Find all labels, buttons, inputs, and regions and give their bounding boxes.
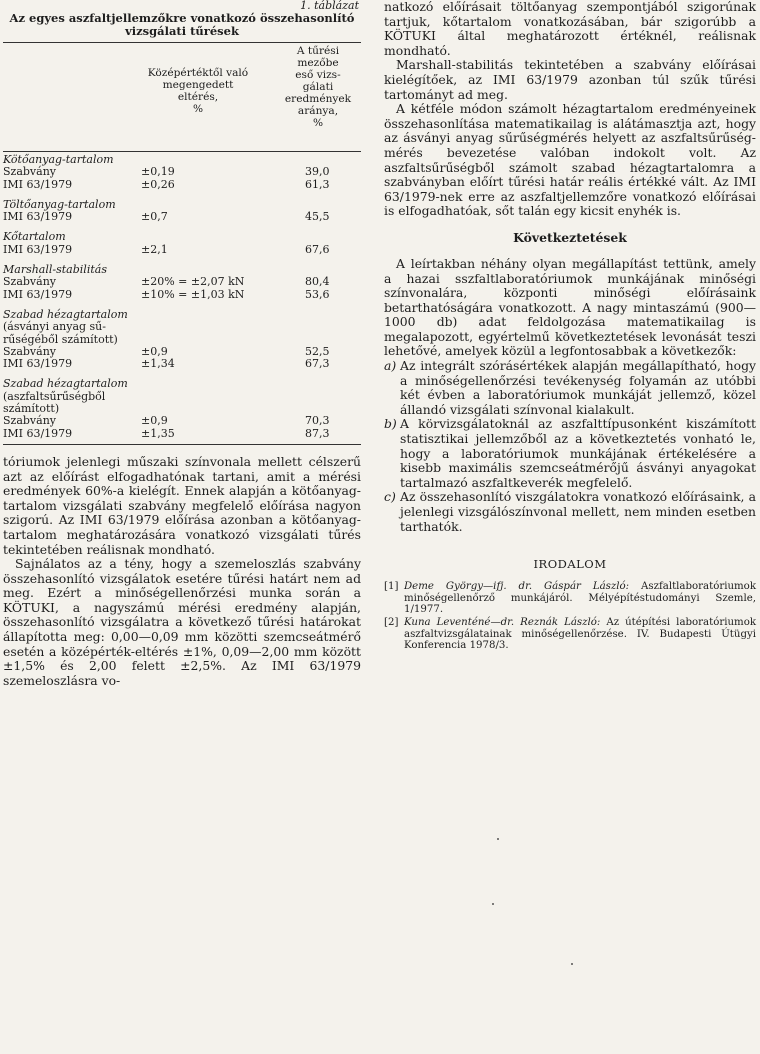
header-line: % xyxy=(312,117,324,129)
table-row xyxy=(3,179,361,191)
row-tolerance: ±0,7 xyxy=(141,210,168,224)
row-ratio: 87,3 xyxy=(305,426,330,440)
references-list xyxy=(384,581,756,651)
list-item xyxy=(384,417,756,490)
group-title: Szabad hézagtartalom xyxy=(3,377,128,391)
row-label: IMI 63/1979 xyxy=(3,242,73,256)
table-row xyxy=(3,276,361,288)
paragraph: Marshall-stabilitás tekintetében a szabvány előírásai kielégítőek, az IMI 63/1979 azonban túl szűk tűrési tartományt ad meg. xyxy=(384,57,756,102)
row-tolerance: ±1,34 xyxy=(141,357,175,371)
paragraph: natkozó előírásait töltőanyag szempontjából szigorúnak tartjuk, kőtartalom vonatkozásában, bár szigorúbb a KÖTUKI által meghatározott értéknél, reálisnak mondható. xyxy=(384,0,756,58)
group-subtitle: rűségéből számított) xyxy=(3,332,118,346)
row-label: Szabvány xyxy=(3,165,57,179)
group-title: Kőtartalom xyxy=(3,230,66,244)
reference-title: Az útépítési laboratóriumok aszfaltvizsgálatainak minőségellenőrzése. IV. Budapesti Útügyi Konferencia 1978/3. xyxy=(404,617,756,652)
header-line: % xyxy=(192,103,204,115)
header-line: eredmények xyxy=(284,93,352,105)
row-ratio: 70,3 xyxy=(305,414,330,428)
header-line: aránya, xyxy=(297,105,339,117)
row-label: IMI 63/1979 xyxy=(3,287,73,301)
column-header-ratio xyxy=(273,45,363,129)
row-ratio: 80,4 xyxy=(305,275,330,289)
reference-title: Aszfaltlaboratóriumok minőségellenőrző munkájáról. Mélyépítéstudományi Szemle, 1/1977. xyxy=(404,581,756,615)
row-label: IMI 63/1979 xyxy=(3,210,73,224)
reference-text xyxy=(404,617,756,651)
list-item xyxy=(384,490,756,534)
table-title-line: vizsgálati tűrések xyxy=(125,24,239,38)
list-text: A körvizsgálatoknál az aszfalttípusonként kiszámított statisztikai jellemzőből az a következtetés vonható le, hogy a laboratóriumok munkájának értékelésére a kisebb maximális szemcseátmérőjű ásványi anyagokat tartalmazó aszfaltkeverék megfelelő. xyxy=(400,416,756,490)
header-line: megengedett xyxy=(162,79,234,91)
row-tolerance: ±0,19 xyxy=(141,165,175,179)
paragraph: Sajnálatos az a tény, hogy a szemeloszlás szabvány összehasonlító vizsgálatok esetére tűrési határt nem ad meg. Ezért a minőségellenőrzési munka során a KÖTUKI, a nagyszámú mérési eredmény alapján, összehasonlító vizsgálatra a következő tűrési határokat állapította meg: 0,00—0,09 mm közötti szemcseátmérő esetén a középérték-eltérés ±1%, 0,09—2,00 mm között ±1,5% és 2,00 felett ±2,5%. Az IMI 63/1979 szemeloszlásra vo- xyxy=(3,556,361,688)
group-title: Töltőanyag-tartalom xyxy=(3,197,116,211)
print-speck xyxy=(492,903,494,905)
table-body xyxy=(3,154,361,440)
list-text: Az integrált szórásértékek alapján megállapítható, hogy a minőségellenőrzési tevékenység folyamán az utóbbi két évben a laboratóriumok munkáját jellemző, közel állandó vizsgálati színvonal kialakult. xyxy=(400,358,756,417)
table-header xyxy=(3,43,361,151)
reference-number: [2] xyxy=(384,617,399,629)
paragraph: A kétféle módon számolt hézagtartalom eredményeinek összehasonlítása matematikailag is alátámasztja azt, hogy az ásványi anyag sűrűségmérés helyett az aszfaltsűrűség-mérés bevezetése valóban indokolt volt. Az aszfaltsűrűségből számolt szabad hézagtartalomra a szabványban előírt tűrési határ reális értékké vált. Az IMI 63/1979-nek erre az aszfaltjellemzőre vonatkozó előírásai is elfogadhatóak, sőt talán egy kicsit enyhék is. xyxy=(384,101,756,219)
paragraph: A leírtakban néhány olyan megállapítást tettünk, amely a hazai sszfaltlaboratóriumok munkájának minőségi színvonalára, központi minőségi előírásaink betarthatóságára vonatkozott. A nagy mintaszámú (900—1000 db) adat feldolgozása matematikailag is megalapozott, egyértelmű következtetések levonását teszi lehetővé, amelyek közül a legfontosabbak a következők: xyxy=(384,255,756,359)
table-row xyxy=(3,358,361,370)
print-speck xyxy=(497,838,499,840)
group-title: Marshall-stabilitás xyxy=(3,263,107,277)
references-title: IRODALOM xyxy=(533,557,607,572)
header-line: eltérés, xyxy=(177,91,219,103)
row-ratio: 67,3 xyxy=(305,357,330,371)
row-tolerance: ±20% = ±2,07 kN xyxy=(141,275,245,289)
header-line: Középértéktől való xyxy=(147,67,249,79)
row-tolerance: ±0,9 xyxy=(141,344,168,358)
conclusions-text xyxy=(384,257,756,534)
table-group xyxy=(3,378,361,439)
row-tolerance: ±10% = ±1,03 kN xyxy=(141,287,245,301)
table-group xyxy=(3,199,361,224)
row-label: IMI 63/1979 xyxy=(3,357,73,371)
section-title: Következtetések xyxy=(513,229,627,245)
row-label: IMI 63/1979 xyxy=(3,426,73,440)
reference-text xyxy=(404,581,756,615)
list-text: Az összehasonlító viszgálatokra vonatkozó előírásaink, a jelenlegi vizsgálószínvonal mellett, nem minden esetben tarthatók. xyxy=(400,489,756,534)
row-ratio: 45,5 xyxy=(305,210,330,224)
table-row xyxy=(3,289,361,301)
group-title: Kötőanyag-tartalom xyxy=(3,153,114,166)
row-label: Szabvány xyxy=(3,275,57,289)
list-item xyxy=(384,359,756,417)
row-tolerance: ±0,26 xyxy=(141,177,175,191)
header-line: gálati xyxy=(302,81,334,93)
table-number: 1. táblázat xyxy=(300,0,359,12)
header-line: mezőbe xyxy=(297,57,339,69)
right-body-text xyxy=(384,0,756,219)
group-subtitle: számított) xyxy=(3,402,60,416)
reference-number: [1] xyxy=(384,581,399,593)
table-row xyxy=(3,166,361,178)
table-group xyxy=(3,264,361,301)
reference-authors: Deme György—ifj. dr. Gáspár László: xyxy=(404,581,630,593)
table-bottom-rule xyxy=(3,444,361,445)
row-ratio: 53,6 xyxy=(305,287,330,301)
row-ratio: 39,0 xyxy=(305,165,330,179)
row-label: Szabvány xyxy=(3,344,57,358)
row-tolerance: ±0,9 xyxy=(141,414,168,428)
list-label: b) xyxy=(384,416,397,432)
reference-authors: Kuna Leventéné—dr. Reznák László: xyxy=(404,617,601,629)
row-tolerance: ±1,35 xyxy=(141,426,175,440)
row-tolerance: ±2,1 xyxy=(141,242,168,256)
paragraph: tóriumok jelenlegi műszaki színvonala mellett célszerű azt az előírást elfogadhatónak tartani, amit a mérési eredmények 60%-a kielégít. Ennek alapján a kötőanyag-tartalom vizsgálati szabvány megfelelő előírása nagyon szigorú. Az IMI 63/1979 előírása azonban a kötőanyag-tartalom meghatározására vonatkozó vizsgálati tűrés tekintetében reálisnak mondható. xyxy=(3,453,361,557)
row-ratio: 61,3 xyxy=(305,177,330,191)
list-label: c) xyxy=(384,489,396,505)
group-subtitle: (aszfaltsűrűségből xyxy=(3,389,106,403)
reference-item xyxy=(384,581,756,615)
table-title xyxy=(3,12,361,38)
table-row xyxy=(3,415,361,427)
print-speck xyxy=(571,963,573,965)
group-subtitle: (ásványi anyag sű- xyxy=(3,320,106,334)
header-line: A tűrési xyxy=(296,45,340,57)
header-line: eső vizs- xyxy=(295,69,341,81)
row-label: Szabvány xyxy=(3,414,57,428)
table-header-rule xyxy=(3,151,361,152)
row-label: IMI 63/1979 xyxy=(3,177,73,191)
reference-item xyxy=(384,617,756,651)
table-group xyxy=(3,154,361,191)
table-group xyxy=(3,231,361,256)
table-row xyxy=(3,244,361,256)
left-body-text xyxy=(3,455,361,689)
table-group xyxy=(3,309,361,370)
list-label: a) xyxy=(384,358,397,374)
row-ratio: 67,6 xyxy=(305,242,330,256)
table-row xyxy=(3,428,361,440)
table-row xyxy=(3,211,361,223)
left-column xyxy=(3,0,361,688)
right-column xyxy=(384,0,756,654)
table-title-line: Az egyes aszfaltjellemzőkre vonatkozó összehasonlító xyxy=(9,11,355,25)
group-title: Szabad hézagtartalom xyxy=(3,307,128,321)
column-header-tolerance xyxy=(133,67,263,115)
row-ratio: 52,5 xyxy=(305,344,330,358)
